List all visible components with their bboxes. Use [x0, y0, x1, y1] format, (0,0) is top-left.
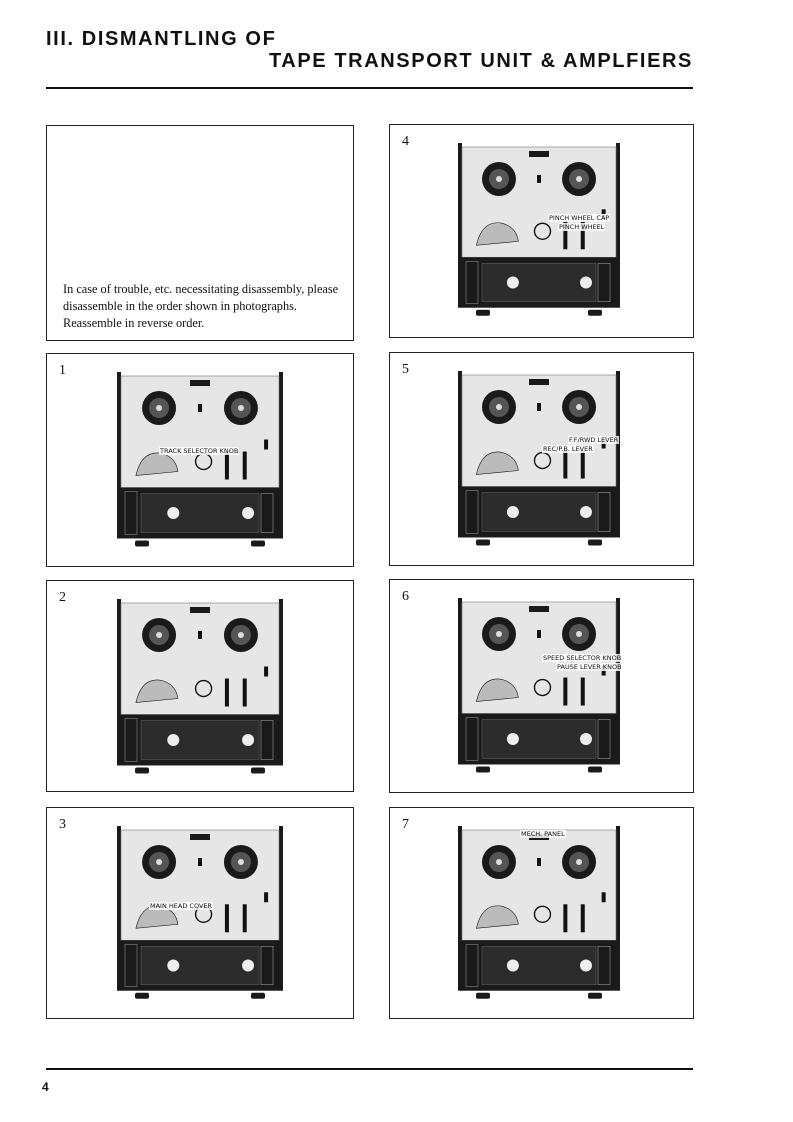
step-number: 7 [402, 817, 409, 832]
step-number: 6 [402, 589, 409, 604]
callout-label: SPEED SELECTOR KNOB [543, 654, 622, 662]
step-number: 5 [402, 362, 409, 377]
section-title-line1: III. DISMANTLING OF [46, 28, 277, 50]
deck-photo [452, 592, 626, 788]
step-panel-4 [389, 124, 694, 338]
callout-label: PINCH WHEEL CAP [549, 214, 610, 222]
callout-label: REC/P.B. LEVER [543, 445, 593, 453]
header-rule [46, 87, 693, 89]
step-number: 1 [59, 363, 66, 378]
intro-panel [46, 125, 354, 341]
deck-photo [452, 137, 626, 331]
callout-label: F.F/RWD LEVER [569, 436, 619, 444]
step-number: 3 [59, 817, 66, 832]
deck-photo [452, 365, 626, 561]
deck-photo [452, 820, 626, 1014]
deck-photo [111, 593, 289, 789]
step-number: 4 [402, 134, 409, 149]
intro-text: In case of trouble, etc. necessitating disassembly, please disassemble in the order shown in photographs. Reassemble in reverse order. [63, 282, 339, 330]
callout-label: MECH. PANEL [521, 830, 565, 838]
step-panel-3 [46, 807, 354, 1019]
step-number: 2 [59, 590, 66, 605]
deck-photo [111, 820, 289, 1014]
step-panel-6 [389, 579, 694, 793]
callout-label: MAIN HEAD COVER [150, 902, 213, 910]
step-panel-5 [389, 352, 694, 566]
step-panel-2 [46, 580, 354, 792]
callout-label: TRACK SELECTOR KNOB [160, 447, 239, 455]
page-number: 4 [42, 1080, 49, 1094]
footer-rule [46, 1068, 693, 1070]
step-panel-1 [46, 353, 354, 567]
callout-label: PINCH WHEEL [559, 223, 605, 231]
deck-photo [111, 366, 289, 562]
step-panel-7 [389, 807, 694, 1019]
callout-label: PAUSE LEVER KNOB [557, 663, 622, 671]
section-title-line2: TAPE TRANSPORT UNIT & AMPLFIERS [268, 50, 693, 72]
